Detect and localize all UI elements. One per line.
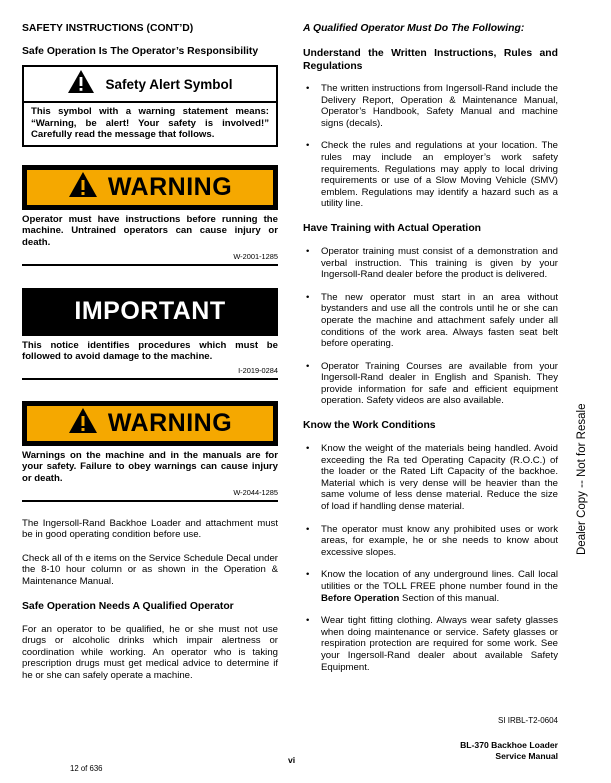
warning-banner [22,401,278,446]
warning-label: WARNING [107,172,233,201]
divider [22,264,278,266]
section-title: SAFETY INSTRUCTIONS (CONT’D) [22,23,194,34]
understand-list [303,83,558,210]
understand-heading: Understand the Written Instructions, Rules and Regulations [303,48,558,72]
right-column [303,22,558,673]
page-count: 12 of 636 [70,764,103,773]
safety-alert-box [22,65,278,147]
important-label: IMPORTANT [74,297,226,326]
warning-text: Operator must have instructions before running the machine. Untrained operators can cause injury or death. [22,213,278,248]
important-code: I-2019-0284 [238,365,278,375]
paragraph: Check all of th e items on the Service Schedule Decal under the 8-10 hour column or as shown in the Operation & Maintenance Manual. [22,552,278,587]
alert-triangle-icon [67,69,95,99]
safety-alert-header [24,67,276,103]
warning-code: W-2001-1285 [233,251,278,261]
conditions-heading: Know the Work Conditions [303,420,436,432]
conditions-list [303,443,558,673]
safety-alert-body: This symbol with a warning statement means: “Warning, be alert! Your safety is involved!” Carefully read the message that follows. [31,106,269,141]
list-item: • Wear tight fitting clothing. Always wear safety glasses when doing maintenance or service. Safety glasses or respiration protection are required for some work. See your Ingersoll-Rand dealer about available Safety Equipment. [306,615,558,673]
document-code: SI IRBL-T2-0604 [497,716,558,725]
warning-label: WARNING [107,408,233,437]
alert-triangle-icon [68,171,98,203]
alert-triangle-icon [68,407,98,439]
warning-banner [22,165,278,210]
important-text: This notice identifies procedures which must be followed to avoid damage to the machine. [22,339,278,363]
manual-title: BL-370 Backhoe Loader Service Manual [460,740,558,761]
list-item: • Operator Training Courses are available from your Ingersoll-Rand dealer in English and Spanish. They provide information for safe and efficient equipment operation. Safety videos are also available. [306,360,558,407]
main-heading: A Qualified Operator Must Do The Following: [303,23,525,34]
side-watermark-text: Dealer Copy -- Not for Resale [576,403,588,555]
left-column [22,22,278,681]
training-list [303,246,558,407]
paragraph: The Ingersoll-Rand Backhoe Loader and attachment must be in good operating condition before use. [22,517,278,541]
list-item: • Operator training must consist of a demonstration and verbal instruction. This training is given by your Ingersoll-Rand dealer before the product is delivered. [306,245,558,281]
list-item: • Know the location of any underground lines. Call local utilities or the TOLL FREE phone number found in the Before Operation Section of this manual. [306,569,558,604]
warning-code: W-2044-1285 [233,487,278,497]
list-item: • The new operator must start in an area without bystanders and use all the controls until he or she can operate the machine and attachment safely under all conditions of the work area. Always fasten seat belt before operating. [306,291,558,350]
divider [22,378,278,380]
warning-text: Warnings on the machine and in the manuals are for your safety. Failure to obey warnings can cause injury or death. [22,449,278,484]
list-item: • Know the weight of the materials being handled. Avoid exceeding the Ra ted Operating Capacity (R.O.C.) of the loader or the Rated Lift Capacity of the backhoe. Material which is very dense will be heavier than the same volume of less dense material. Reduce the size of load if handling dense material. [306,443,558,513]
divider [22,500,278,502]
list-item: • The written instructions from Ingersoll-Rand include the Delivery Report, Operation & Maintenance Manual, Operator’s Handbook, Safety Manual and machine signs (decals). [306,83,558,129]
list-item: • The operator must know any prohibited uses or work areas, for example, he or she needs to know about excessive slopes. [306,523,558,558]
qualified-heading: Safe Operation Needs A Qualified Operator [22,600,234,612]
paragraph: For an operator to be qualified, he or she must not use drugs or alcoholic drinks which impair alertness or coordination while working. An operator who is taking prescription drugs must get medical advice to determine if he or she can safely operate a machine. [22,623,278,681]
responsibility-heading: Safe Operation Is The Operator’s Responsibility [22,46,259,57]
safety-alert-title: Safety Alert Symbol [105,76,233,92]
list-item: • Check the rules and regulations at your location. The rules may include an employer’s work safety requirements. Regulations may apply to local driving requirements or use of a Slow Moving Vehicle (SMV) emblem. Regulations may identify a hazard such as a utility line. [306,140,558,210]
training-heading: Have Training with Actual Operation [303,222,482,234]
important-banner [22,288,278,336]
page-number-roman: vi [288,755,296,765]
